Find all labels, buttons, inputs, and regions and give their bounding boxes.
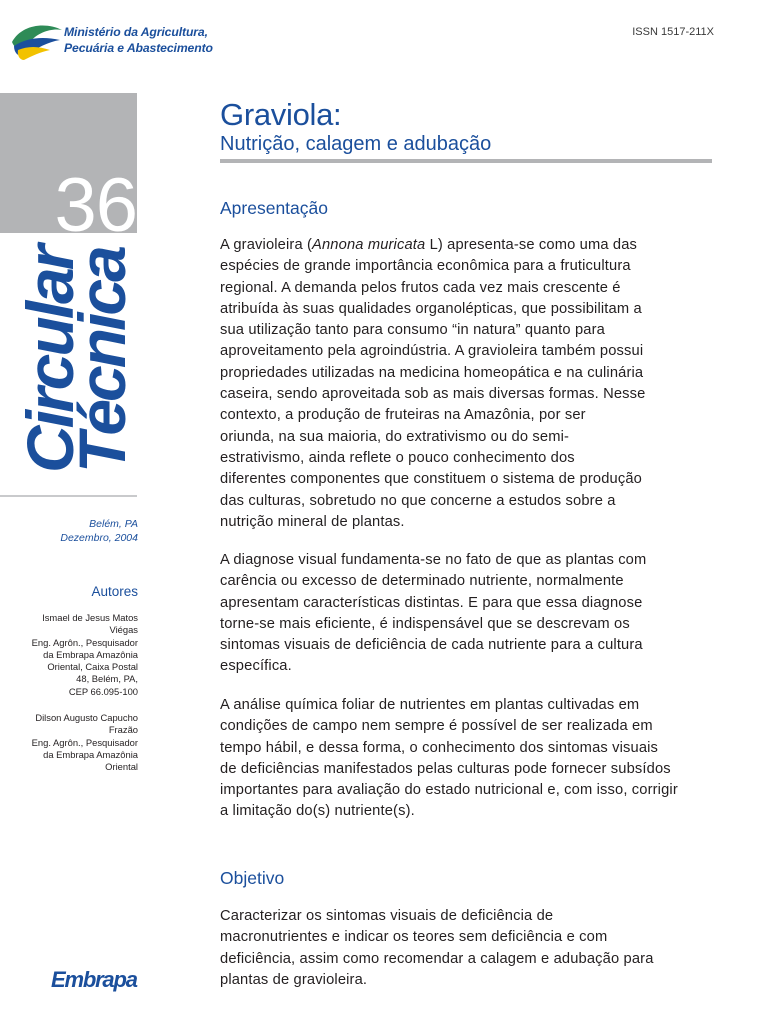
series-title [13,247,139,473]
paragraph-line: das culturas, sobretudo no que concerne a estudos sobre a [220,492,616,509]
series-title-line-1: Circular [13,247,87,473]
paragraph-line: específica. [220,658,292,675]
paragraph-line: importantes para avaliação do estado nutricional e, com isso, corrigir [220,782,678,799]
paragraph-line: oriunda, na sua maioria, do extrativismo ou do semi- [220,428,570,445]
issue-number: 36 [54,163,137,248]
paragraph-line: Caracterizar os sintomas visuais de deficiência de [220,908,554,924]
scientific-name: Annona muricata [312,237,426,253]
sidebar-divider [0,495,137,497]
ministry-flag-logo [8,20,68,64]
paragraph-line: a limitação do(s) nutriente(s). [220,803,415,820]
paragraph-line: propriedades utilizadas na medicina homeopática e na culinária [220,364,644,381]
paragraph-text: A gravioleira ( [220,237,313,253]
paragraph [220,550,720,678]
author-line: Oriental, Caixa Postal [47,661,138,673]
paragraph-line: macronutrientes e indicar os teores sem deficiência e com [220,929,608,946]
paragraph [220,906,720,991]
series-title-line-2: Técnica [65,248,139,473]
paragraph-line: nutrição mineral de plantas. [220,513,405,530]
paragraph-line: carência ou excesso de determinado nutriente, normalmente [220,573,624,590]
ministry-line-1: Ministério da Agricultura, [64,25,208,39]
section-heading-objetivo: Objetivo [220,868,285,888]
date: Dezembro, 2004 [60,532,138,544]
paragraph-line: estrativismo, ainda reflete o pouco conhecimento dos [220,449,575,466]
issn-number: ISSN 1517-211X [632,26,714,38]
authors-heading: Autores [91,584,138,599]
place-date [60,517,138,545]
ministry-line-2: Pecuária e Abastecimento [64,40,213,55]
ministry-name [64,25,213,56]
author-line: Dilson Augusto Capucho [35,712,138,723]
document-subtitle: Nutrição, calagem e adubação [220,133,492,155]
paragraph [220,235,720,533]
author-block [13,612,138,698]
section-heading-apresentacao: Apresentação [220,198,328,218]
paragraph-line: sua utilização tanto para consumo “in natura” quanto para [220,322,605,339]
paragraph-line: de deficiências manifestados pelas culturas pode fornecer subsídos [220,760,671,777]
paragraph-line: contexto, a produção de fruteiras na Amazônia, por ser [220,407,586,424]
author-line: CEP 66.095-100 [68,685,138,697]
author-line: 48, Belém, PA, [76,673,138,685]
paragraph-line: tempo hábil, e dessa forma, o conhecimento dos sintomas visuais [220,739,659,756]
paragraph-text: L) apresenta-se como uma das [425,237,638,253]
paragraph-line: A análise química foliar de nutrientes em plantas cultivadas em [220,697,640,713]
paragraph-line: caseira, sendo aproveitada sob as mais diversas formas. Nesse [220,386,646,403]
paragraph-line: apresentam características distintas. E para que essa diagnose [220,594,643,611]
paragraph-line: torne-se mais eficiente, é indispensável que se descrevam os [220,615,630,632]
paragraph-line: A diagnose visual fundamenta-se no fato de que as plantas com [220,552,647,568]
author-line: Eng. Agrôn., Pesquisador [31,736,138,748]
paragraph-line: atribuída às suas qualidades organolépticas, que possibilitam a [220,300,642,317]
paragraph-line [220,235,720,256]
author-line: da Embrapa Amazônia [43,748,138,760]
author-line: Eng. Agrôn., Pesquisador [31,636,138,648]
author-line: Ismael de Jesus Matos [42,612,138,623]
author-line: da Embrapa Amazônia [43,648,138,660]
paragraph-line: plantas de gravioleira. [220,971,368,988]
place: Belém, PA [89,518,138,530]
paragraph [220,695,720,823]
paragraph-line: deficiência, assim como recomendar a calagem e adubação para [220,950,654,967]
embrapa-logo: Embrapa [51,967,137,992]
paragraph-line: sintomas visuais de deficiência de cada nutriente para a cultura [220,637,643,654]
title-divider [220,159,712,163]
paragraph-line: aproveitamento pela agroindústria. A gravioleira também possui [220,343,644,360]
paragraph-line: condições de campo nem sempre é possível de ser realizada em [220,718,653,735]
author-line: Oriental [105,761,138,773]
paragraph-line: diferentes componentes que constituem o sistema de produção [220,471,642,488]
paragraph-line: regional. A demanda pelos frutos cada vez mais crescente é [220,279,621,296]
author-line: Viégas [109,624,138,636]
author-line: Frazão [108,724,138,736]
document-title: Graviola: [220,97,342,132]
author-block [13,712,138,773]
paragraph-line: espécies de grande importância econômica para a fruticultura [220,258,631,275]
